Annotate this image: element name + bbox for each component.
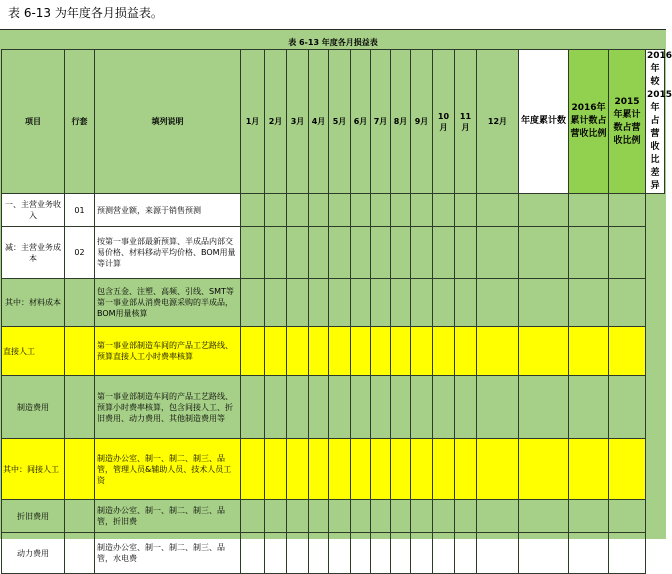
- document-caption: 表 6-13 为年度各月损益表。: [8, 6, 163, 20]
- value-cell[interactable]: [519, 376, 569, 439]
- row-code: [65, 439, 95, 500]
- row-desc: 第一事业部制造车间的产品工艺路线、预算直接人工小时费率核算: [95, 327, 241, 376]
- header-month-6: 6月: [351, 50, 371, 194]
- value-cell[interactable]: [241, 327, 265, 376]
- value-cell[interactable]: [391, 439, 411, 500]
- value-cell[interactable]: [371, 439, 391, 500]
- table-row: [2, 376, 665, 439]
- value-cell[interactable]: [609, 376, 646, 439]
- value-cell[interactable]: [241, 279, 265, 327]
- value-cell[interactable]: [329, 533, 351, 574]
- value-cell[interactable]: [329, 279, 351, 327]
- row-desc: 按第一事业部最新预算、半成品内部交易价格、材料移动平均价格、BOM用量等计算: [95, 227, 241, 279]
- row-item: 动力费用: [2, 533, 65, 574]
- value-cell[interactable]: [569, 533, 609, 574]
- row-code: 02: [65, 227, 95, 279]
- value-cell[interactable]: [519, 194, 569, 227]
- value-cell[interactable]: [569, 279, 609, 327]
- value-cell[interactable]: [455, 327, 477, 376]
- value-cell[interactable]: [329, 227, 351, 279]
- table-row: [2, 327, 665, 376]
- value-cell[interactable]: [351, 376, 371, 439]
- value-cell[interactable]: [609, 327, 646, 376]
- table-title: 表 6-13 年度各月损益表: [288, 38, 378, 47]
- row-item: 减：主营业务成本: [2, 227, 65, 279]
- value-cell[interactable]: [351, 227, 371, 279]
- value-cell[interactable]: [241, 227, 265, 279]
- value-cell[interactable]: [351, 500, 371, 533]
- value-cell[interactable]: [265, 439, 287, 500]
- value-cell[interactable]: [519, 279, 569, 327]
- value-cell[interactable]: [351, 439, 371, 500]
- value-cell[interactable]: [391, 500, 411, 533]
- header-month-3: 3月: [287, 50, 309, 194]
- row-item: 一、主营业务收入: [2, 194, 65, 227]
- value-cell[interactable]: [371, 279, 391, 327]
- value-cell[interactable]: [309, 227, 329, 279]
- value-cell[interactable]: [371, 533, 391, 574]
- header-item: 项目: [2, 50, 65, 194]
- value-cell[interactable]: [287, 500, 309, 533]
- header-month-7: 7月: [371, 50, 391, 194]
- value-cell[interactable]: [411, 500, 433, 533]
- row-desc: 预测营业额，来源于销售预测: [95, 194, 241, 227]
- value-cell[interactable]: [391, 279, 411, 327]
- value-cell[interactable]: [411, 227, 433, 279]
- table-row: [2, 194, 665, 227]
- value-cell[interactable]: [371, 500, 391, 533]
- value-cell[interactable]: [351, 279, 371, 327]
- value-cell[interactable]: [411, 327, 433, 376]
- row-desc: 第一事业部制造车间的产品工艺路线、预算小时费率核算，包含间接人工、折旧费用、动力费用、其他制造费用等: [95, 376, 241, 439]
- row-desc: 包含五金、注塑、高频、引线、SMT等第一事业部从消费电源采购的半成品，BOM用量核算: [95, 279, 241, 327]
- value-cell[interactable]: [241, 376, 265, 439]
- header-row: [2, 50, 665, 194]
- value-cell[interactable]: [329, 327, 351, 376]
- value-cell[interactable]: [287, 194, 309, 227]
- row-item: 其中：材料成本: [2, 279, 65, 327]
- value-cell[interactable]: [329, 194, 351, 227]
- value-cell[interactable]: [287, 439, 309, 500]
- header-month-9: 9月: [411, 50, 433, 194]
- value-cell[interactable]: [391, 327, 411, 376]
- table-row: [2, 439, 665, 500]
- value-cell[interactable]: [287, 376, 309, 439]
- header-pct-2016: 2016年累计数占营收比例: [569, 50, 609, 194]
- row-code: [65, 533, 95, 574]
- value-cell[interactable]: [371, 376, 391, 439]
- row-code: [65, 279, 95, 327]
- value-cell[interactable]: [455, 500, 477, 533]
- value-cell[interactable]: [309, 376, 329, 439]
- value-cell[interactable]: [241, 500, 265, 533]
- value-cell[interactable]: [265, 194, 287, 227]
- row-desc: 制造办公室、制一、制二、制三、品管，折旧费: [95, 500, 241, 533]
- value-cell[interactable]: [309, 327, 329, 376]
- table-row: [2, 279, 665, 327]
- value-cell[interactable]: [433, 376, 455, 439]
- header-month-5: 5月: [329, 50, 351, 194]
- header-month-11: 11月: [455, 50, 477, 194]
- value-cell[interactable]: [569, 194, 609, 227]
- row-item: 直接人工: [2, 327, 65, 376]
- value-cell[interactable]: [371, 327, 391, 376]
- value-cell[interactable]: [329, 376, 351, 439]
- value-cell[interactable]: [433, 500, 455, 533]
- row-item: 其中：间接人工: [2, 439, 65, 500]
- value-cell[interactable]: [411, 376, 433, 439]
- value-cell[interactable]: [433, 533, 455, 574]
- row-code: [65, 376, 95, 439]
- value-cell[interactable]: [309, 279, 329, 327]
- value-cell[interactable]: [609, 500, 646, 533]
- value-cell[interactable]: [519, 533, 569, 574]
- value-cell[interactable]: [569, 376, 609, 439]
- value-cell[interactable]: [411, 439, 433, 500]
- row-item: 制造费用: [2, 376, 65, 439]
- value-cell[interactable]: [477, 376, 519, 439]
- value-cell[interactable]: [433, 227, 455, 279]
- value-cell[interactable]: [351, 194, 371, 227]
- value-cell[interactable]: [455, 227, 477, 279]
- spreadsheet-area: [0, 29, 672, 563]
- header-month-12: 12月: [477, 50, 519, 194]
- value-cell[interactable]: [455, 279, 477, 327]
- value-cell[interactable]: [309, 439, 329, 500]
- value-cell[interactable]: [329, 500, 351, 533]
- header-month-1: 1月: [241, 50, 265, 194]
- value-cell[interactable]: [351, 533, 371, 574]
- value-cell[interactable]: [411, 194, 433, 227]
- value-cell[interactable]: [569, 327, 609, 376]
- value-cell[interactable]: [477, 533, 519, 574]
- value-cell[interactable]: [477, 327, 519, 376]
- table-row: [2, 227, 665, 279]
- value-cell[interactable]: [433, 279, 455, 327]
- header-month-10: 10月: [433, 50, 455, 194]
- value-cell[interactable]: [477, 279, 519, 327]
- value-cell[interactable]: [371, 227, 391, 279]
- value-cell[interactable]: [433, 327, 455, 376]
- value-cell[interactable]: [411, 533, 433, 574]
- value-cell[interactable]: [433, 194, 455, 227]
- value-cell[interactable]: [569, 227, 609, 279]
- value-cell[interactable]: [265, 376, 287, 439]
- value-cell[interactable]: [391, 227, 411, 279]
- value-cell[interactable]: [569, 500, 609, 533]
- value-cell[interactable]: [309, 500, 329, 533]
- row-desc: 制造办公室、制一、制二、制三、品管，水电费: [95, 533, 241, 574]
- value-cell[interactable]: [609, 279, 646, 327]
- value-cell[interactable]: [455, 194, 477, 227]
- value-cell[interactable]: [519, 500, 569, 533]
- value-cell[interactable]: [309, 194, 329, 227]
- value-cell[interactable]: [265, 533, 287, 574]
- header-desc: 填列说明: [95, 50, 241, 194]
- value-cell[interactable]: [477, 439, 519, 500]
- value-cell[interactable]: [609, 439, 646, 500]
- value-cell[interactable]: [477, 227, 519, 279]
- value-cell[interactable]: [519, 327, 569, 376]
- value-cell[interactable]: [287, 533, 309, 574]
- header-annual: 年度累计数: [519, 50, 569, 194]
- value-cell[interactable]: [241, 439, 265, 500]
- header-pct-2015: 2015年累计数占营收比例: [609, 50, 646, 194]
- value-cell[interactable]: [609, 227, 646, 279]
- value-cell[interactable]: [265, 327, 287, 376]
- value-cell[interactable]: [433, 439, 455, 500]
- value-cell[interactable]: [519, 439, 569, 500]
- value-cell[interactable]: [609, 194, 646, 227]
- table-row: [2, 500, 665, 533]
- header-diff: 2016年较2015年占营收比差异: [646, 50, 665, 194]
- value-cell[interactable]: [455, 439, 477, 500]
- value-cell[interactable]: [519, 227, 569, 279]
- row-code: [65, 500, 95, 533]
- header-row-no: 行套: [65, 50, 95, 194]
- value-cell[interactable]: [241, 194, 265, 227]
- value-cell[interactable]: [329, 439, 351, 500]
- row-code: 01: [65, 194, 95, 227]
- value-cell[interactable]: [265, 279, 287, 327]
- row-desc: 制造办公室、制一、制二、制三、品管，管理人员&辅助人员、技术人员工资: [95, 439, 241, 500]
- value-cell[interactable]: [287, 227, 309, 279]
- value-cell[interactable]: [241, 533, 265, 574]
- table-row: [2, 533, 665, 574]
- value-cell[interactable]: [411, 279, 433, 327]
- value-cell[interactable]: [351, 327, 371, 376]
- row-code: [65, 327, 95, 376]
- header-month-2: 2月: [265, 50, 287, 194]
- header-month-4: 4月: [309, 50, 329, 194]
- value-cell[interactable]: [609, 533, 646, 574]
- value-cell[interactable]: [455, 376, 477, 439]
- value-cell[interactable]: [265, 500, 287, 533]
- value-cell[interactable]: [455, 533, 477, 574]
- value-cell[interactable]: [391, 194, 411, 227]
- row-item: 折旧费用: [2, 500, 65, 533]
- value-cell[interactable]: [287, 327, 309, 376]
- value-cell[interactable]: [371, 194, 391, 227]
- value-cell[interactable]: [477, 194, 519, 227]
- profit-loss-table: [1, 49, 672, 574]
- value-cell[interactable]: [309, 533, 329, 574]
- value-cell[interactable]: [391, 533, 411, 574]
- value-cell[interactable]: [391, 376, 411, 439]
- header-month-8: 8月: [391, 50, 411, 194]
- value-cell[interactable]: [477, 500, 519, 533]
- value-cell[interactable]: [265, 227, 287, 279]
- value-cell[interactable]: [287, 279, 309, 327]
- value-cell[interactable]: [569, 439, 609, 500]
